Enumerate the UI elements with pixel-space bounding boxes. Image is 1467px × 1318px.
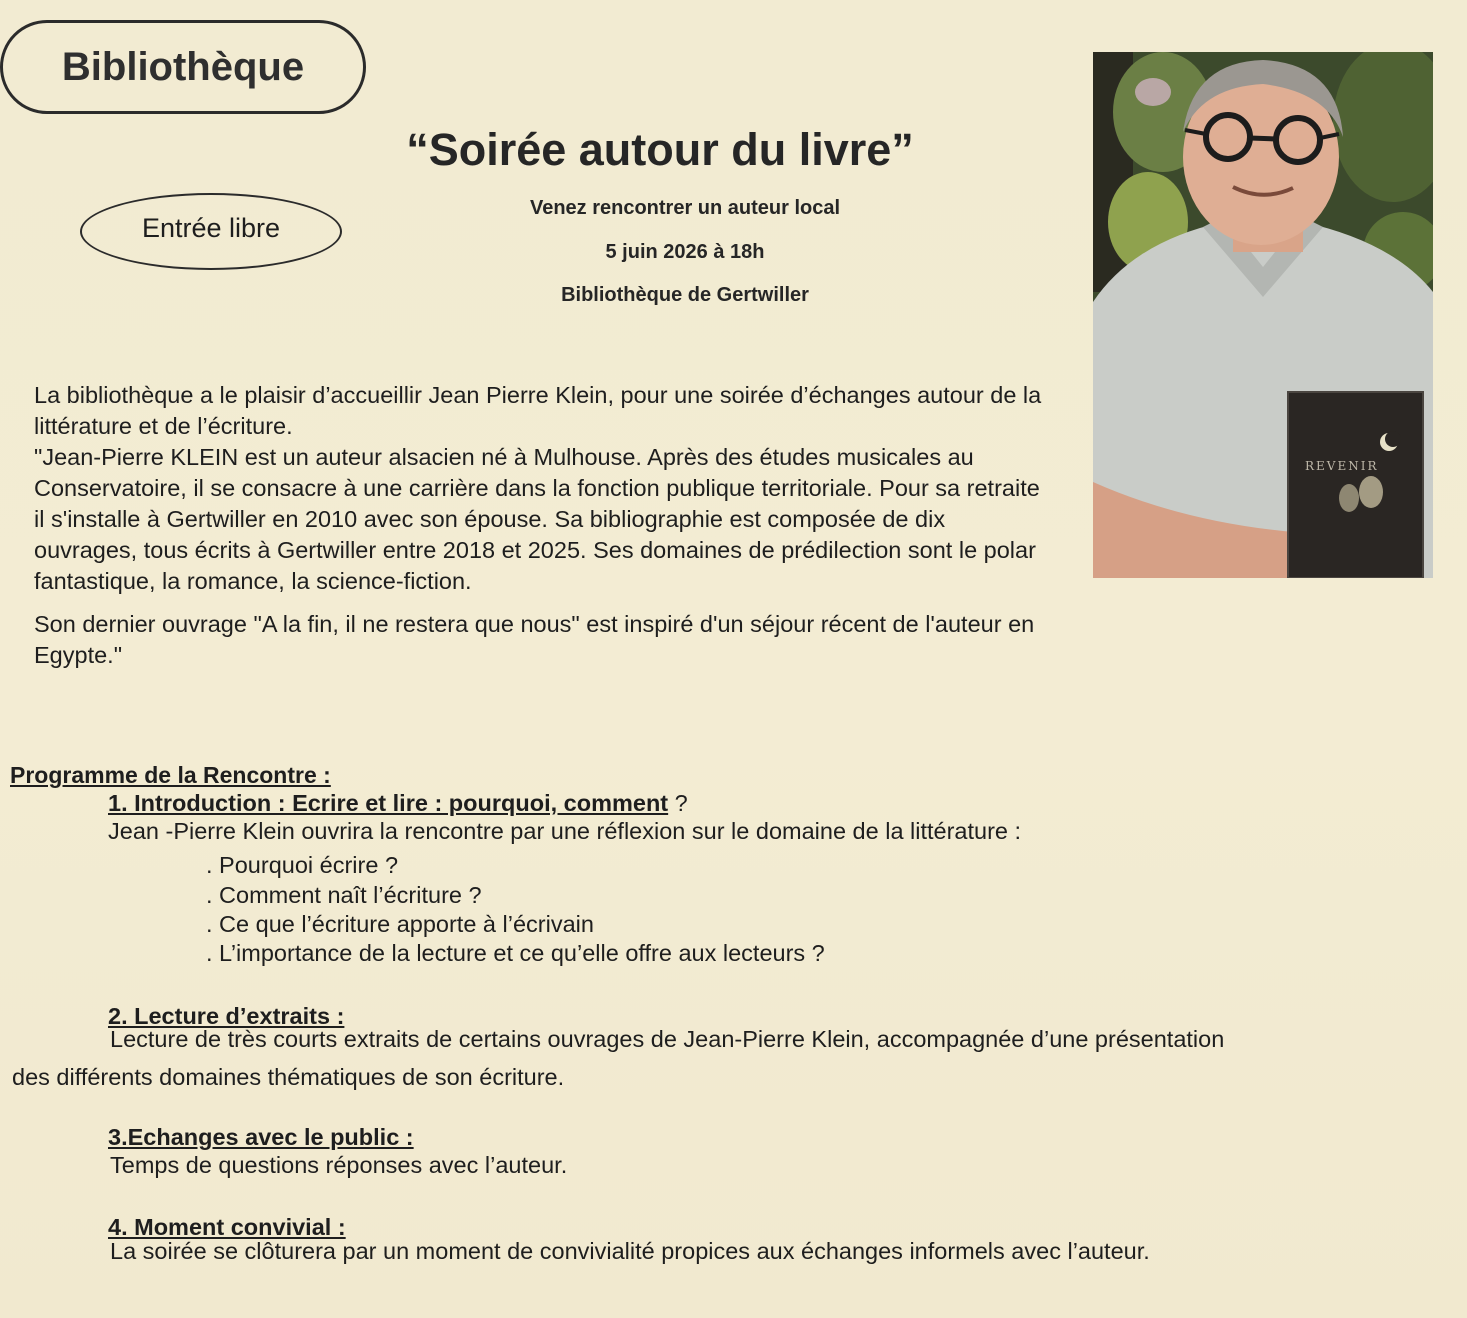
event-place: Bibliothèque de Gertwiller [561, 284, 809, 306]
library-badge-label: Bibliothèque [61, 44, 305, 89]
library-badge [0, 20, 366, 114]
event-subtitle: Venez rencontrer un auteur local [529, 197, 841, 219]
intro-paragraph-2: "Jean-Pierre KLEIN est un auteur alsacien né à Mulhouse. Après des études musicales au Conservatoire, il se consacre à une carrière dans la fonction publique territoriale. Pour sa retraite il s'installe à Gertwiller en 2010 avec son épouse. Sa bibliographie est composée de dix ouvrages, tous écrits à Gertwiller entre 2018 et 2025. Ses domaines de prédilection sont le polar fantastique, la romance, la science-fiction. [34, 444, 1040, 594]
section-1-title-text: 1. Introduction : Ecrire et lire : pourquoi, comment [108, 790, 669, 816]
section-1-item: . Pourquoi écrire ? [206, 852, 399, 878]
section-1-item: . Ce que l’écriture apporte à l’écrivain [206, 911, 594, 937]
book-title: REVENIR [1305, 459, 1379, 473]
section-2-text-line-1: Lecture de très courts extraits de certains ouvrages de Jean-Pierre Klein, accompagnée d’une présentation [110, 1026, 1225, 1052]
section-4-text: La soirée se clôturera par un moment de convivialité propices aux échanges informels avec l’auteur. [110, 1238, 1150, 1264]
section-2-title-text: 2. Lecture d’extraits : [108, 1003, 345, 1029]
section-3-title [108, 1124, 414, 1151]
section-1-item: . L’importance de la lecture et ce qu’elle offre aux lecteurs ? [206, 940, 825, 966]
section-3-text: Temps de questions réponses avec l’auteur. [110, 1152, 568, 1178]
section-1-item: . Comment naît l’écriture ? [206, 882, 482, 908]
event-date: 5 juin 2026 à 18h [605, 241, 765, 263]
section-2-text-line-2: des différents domaines thématiques de son écriture. [12, 1064, 565, 1090]
event-title: “Soirée autour du livre” [406, 124, 914, 175]
section-1-title-suffix: ? [668, 790, 688, 816]
section-3-title-text: 3.Echanges avec le public : [108, 1124, 414, 1150]
intro-paragraph-1: La bibliothèque a le plaisir d’accueillir Jean Pierre Klein, pour une soirée d’échanges autour de la littérature et de l’écriture. [34, 382, 1042, 439]
intro-paragraph-3: Son dernier ouvrage "A la fin, il ne restera que nous" est inspiré d'un séjour récent de l'auteur en Egypte." [34, 611, 1035, 668]
section-4-title [108, 1214, 346, 1241]
free-entry-badge [80, 193, 342, 270]
author-photo [1093, 52, 1433, 578]
intro-text [34, 380, 1044, 671]
free-entry-label: Entrée libre [141, 213, 281, 243]
programme-heading: Programme de la Rencontre : [10, 762, 331, 788]
section-1-text: Jean -Pierre Klein ouvrira la rencontre par une réflexion sur le domaine de la littérature : [108, 818, 1022, 844]
section-4-title-text: 4. Moment convivial : [108, 1214, 346, 1240]
section-1-title [108, 790, 688, 817]
